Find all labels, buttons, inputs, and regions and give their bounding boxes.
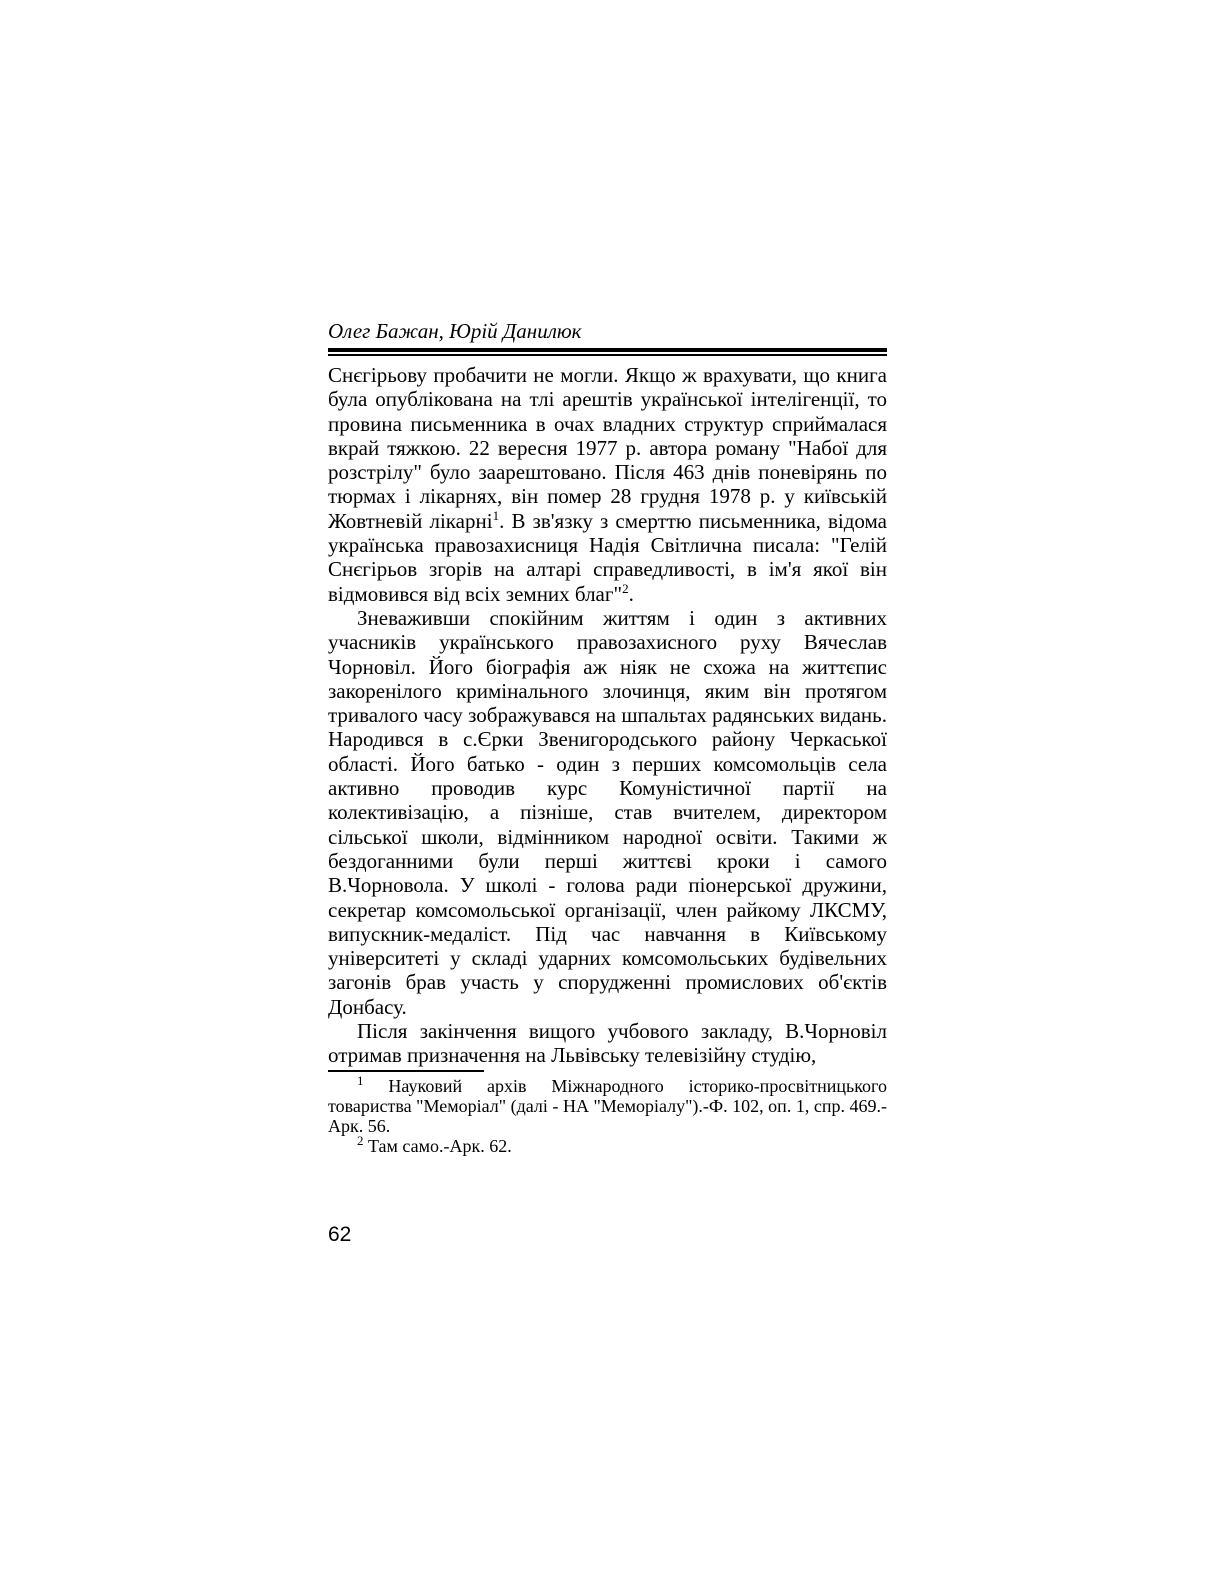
page-number: 62 [328, 1223, 352, 1246]
footnotes [328, 1072, 887, 1156]
footnote-2-text: Там само.-Арк. 62. [368, 1135, 512, 1156]
header-rule-thin [328, 354, 887, 356]
footnote-separator [328, 1070, 484, 1072]
footnote-mark-1: 1 [357, 1072, 364, 1088]
paragraph-3: Після закінчення вищого учбового закладу, В.Чорновіл отримав призначення на Львівську телевізійну студію, [328, 1019, 887, 1068]
main-text [328, 363, 887, 1068]
footnote-2 [328, 1132, 887, 1156]
footnote-1 [328, 1072, 887, 1136]
paragraph-1 [328, 363, 887, 606]
paragraph-1-part-b: . В зв'язку з смерттю письменника, відома українська правозахисниця Надія Світлична писала: "Гелій Снєгірьов згорів на алтарі справедливості, в ім'я якої він відмовився від всіх земних благ" [328, 508, 887, 606]
footnote-1-text: Науковий архів Міжнародного історико-просвітницького товариства "Меморіал" (далі - НА "Меморіалу").-Ф. 102, оп. 1, спр. 469.-Арк. 56. [328, 1075, 887, 1136]
book-page [328, 318, 887, 1156]
footnote-ref-1: 1 [492, 507, 500, 523]
header-rule-thick [328, 348, 887, 352]
paragraph-1-part-a: Снєгірьову пробачити не могли. Якщо ж врахувати, що книга була опублікована на тлі арештів української інтелігенції, то провина письменника в очах владних структур сприймалася вкрай тяжкою. 22 вересня 1977 р. автора роману "Набої для розстрілу" було заарештовано. Після 463 днів поневірянь по тюрмах і лікарнях, він помер 28 грудня 1978 р. у київській Жовтневій лікарні [328, 363, 887, 533]
footnote-ref-2: 2 [622, 580, 629, 596]
running-head-authors: Олег Бажан, Юрій Данилюк [328, 319, 582, 343]
paragraph-2: Зневаживши спокійним життям і один з активних учасників українського правозахисного руху Вячеслав Чорновіл. Його біографія аж ніяк не схожа на життєпис закоренілого кримінального злочинця, яким він протягом тривалого часу зображувався на шпальтах радянських видань. Народився в с.Єрки Звенигородського району Черкаської області. Його батько - один з перших комсомольців села активно проводив курс Комуністичної партії на колективізацію, а пізніше, став вчителем, директором сільської школи, відмінником народної освіти. Такими ж бездоганними були перші життєві кроки і самого В.Чорновола. У школі - голова ради піонерської дружини, секретар комсомольської організації, член райкому ЛКСМУ, випускник-медаліст. Під час навчання в Київському університеті у складі ударних комсомольських будівельних загонів брав участь у спорудженні промислових об'єктів Донбасу. [328, 605, 887, 1019]
paragraph-1-part-c: . [628, 581, 634, 606]
footnote-mark-2: 2 [357, 1132, 364, 1148]
